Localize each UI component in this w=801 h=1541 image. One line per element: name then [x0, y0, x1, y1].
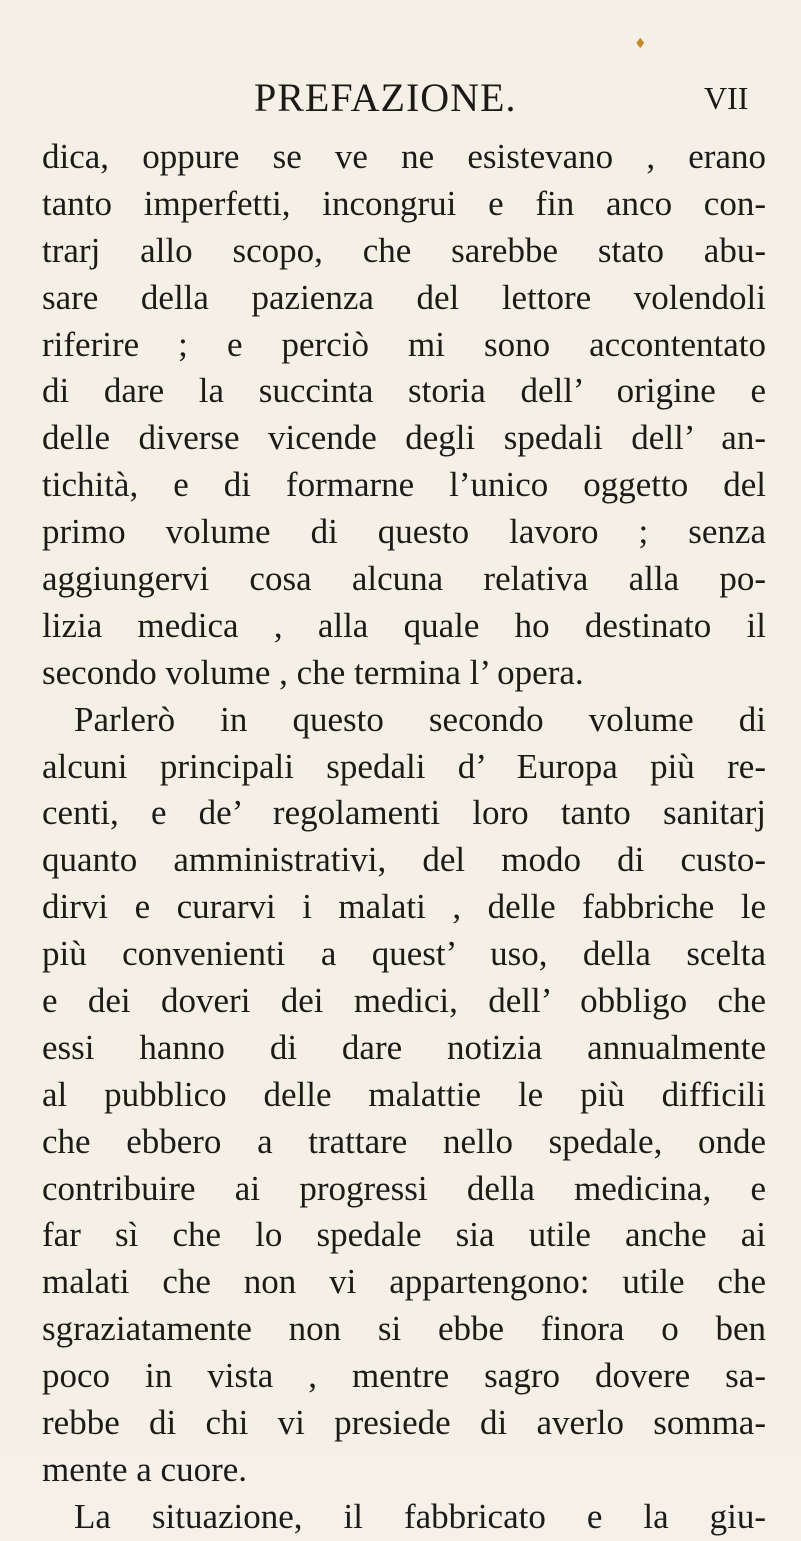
text-line: malati che non vi appartengono: utile che — [42, 1262, 766, 1302]
text-line: centi, e de’ regolamenti loro tanto sanitarj — [42, 793, 766, 833]
text-line: primo volume di questo lavoro ; senza — [42, 512, 766, 552]
paragraph-first-line: La situazione, il fabbricato e la giu- — [74, 1496, 766, 1536]
running-title: PREFAZIONE. — [254, 75, 517, 120]
paper-speck-icon: ♦ — [634, 36, 647, 52]
text-line: più convenienti a quest’ uso, della scelta — [42, 934, 766, 974]
text-line: dica, oppure se ve ne esistevano , erano — [42, 137, 766, 176]
page-header — [0, 74, 801, 124]
text-line: riferire ; e perciò mi sono accontentato — [42, 324, 766, 364]
text-line: contribuire ai progressi della medicina, e — [42, 1168, 766, 1208]
text-line: dirvi e curarvi i malati , delle fabbriche le — [42, 887, 766, 927]
text-line: trarj allo scopo, che sarebbe stato abu- — [42, 230, 766, 270]
text-line: di dare la succinta storia dell’ origine e — [42, 371, 766, 411]
text-line: far sì che lo spedale sia utile anche ai — [42, 1215, 766, 1255]
body-text — [42, 134, 766, 1541]
text-line: lizia medica , alla quale ho destinato il — [42, 605, 766, 645]
text-line: secondo volume , che termina l’ opera. — [42, 652, 584, 692]
text-line: alcuni principali spedali d’ Europa più re- — [42, 746, 766, 786]
text-line: quanto amministrativi, del modo di custo- — [42, 840, 766, 880]
text-line: sgraziatamente non si ebbe finora o ben — [42, 1309, 766, 1349]
text-line: tichità, e di formarne l’unico oggetto del — [42, 465, 766, 505]
paragraph-first-line: Parlerò in questo secondo volume di — [74, 699, 766, 739]
text-line: sare della pazienza del lettore volendoli — [42, 277, 766, 317]
text-line: tanto imperfetti, incongrui e fin anco con- — [42, 183, 766, 223]
text-line: mente a cuore. — [42, 1449, 248, 1489]
text-line: al pubblico delle malattie le più difficili — [42, 1074, 766, 1114]
text-line: e dei doveri dei medici, dell’ obbligo che — [42, 981, 766, 1021]
text-line: che ebbero a trattare nello spedale, onde — [42, 1121, 766, 1161]
text-line: delle diverse vicende degli spedali dell’ an- — [42, 418, 766, 458]
text-line: poco in vista , mentre sagro dovere sa- — [42, 1356, 766, 1396]
text-line: rebbe di chi vi presiede di averlo somma- — [42, 1403, 766, 1443]
text-line: aggiungervi cosa alcuna relativa alla po- — [42, 559, 766, 599]
text-line: essi hanno di dare notizia annualmente — [42, 1027, 766, 1067]
page-number: VII — [704, 80, 749, 116]
